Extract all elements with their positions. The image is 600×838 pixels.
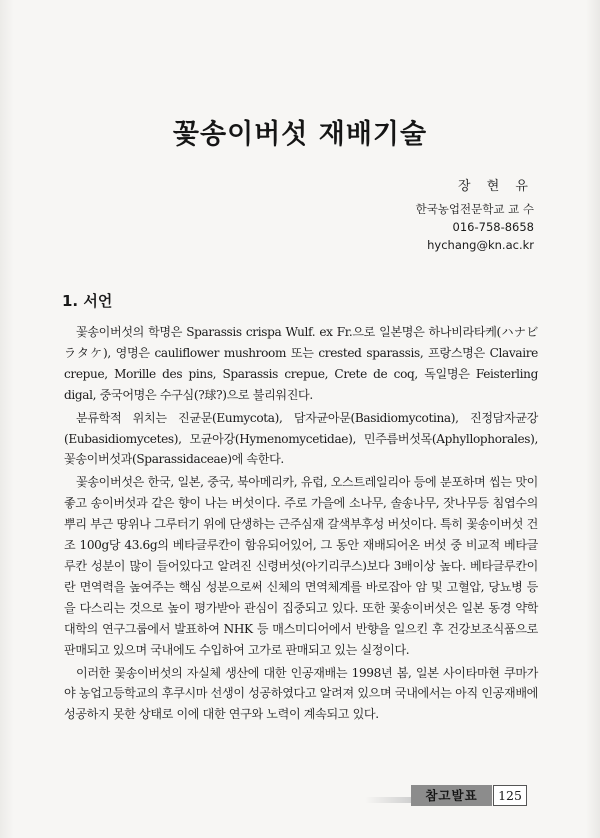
- paragraph: 꽃송이버섯은 한국, 일본, 중국, 북아메리카, 유럽, 오스트레일리아 등에 분포하며 씹는 맛이 좋고 송이버섯과 같은 향이 나는 버섯이다. 주로 가을에 소나무, 솔송나무, 잣나무등 침엽수의 뿌리 부근 땅위나 그루터기 위에 단생하는 근주심재 갈색부후성 버섯이다. 특히 꽃송이버섯 건조 100g당 43.6g의 베타글루칸이 함유되어있어, 그 동안 재배되어온 버섯 중 비교적 베타글루칸 성분이 많이 들어있다고 알려진 신령버섯(아기리쿠스)보다 3배이상 높다. 베타글루칸이란 면역력을 높여주는 핵심 성분으로써 신체의 면역체계를 바로잡아 암 및 고혈압, 당뇨병 등을 다스리는 것으로 높이 평가받아 관심이 집중되고 있다. 또한 꽃송이버섯은 일본 동경 약학대학의 연구그룹에서 발표하여 NHK 등 매스미디어에서 반향을 일으킨 후 건강보조식품으로 판매되고 있으며 국내에도 수입하여 고가로 판매되고 있는 실정이다.: [64, 475, 538, 657]
- section-heading: 1. 서언: [62, 292, 113, 310]
- paragraph: 이러한 꽃송이버섯의 자실체 생산에 대한 인공재배는 1998년 봄, 일본 사이타마현 쿠마가야 농업고등학교의 후쿠시마 선생이 성공하였다고 알려져 있으며 국내에서는 아직 인공재배에 성공하지 못한 상태로 이에 대한 연구와 노력이 계속되고 있다.: [64, 665, 538, 722]
- article-title: 꽃송이버섯 재배기술: [172, 119, 428, 150]
- author-email: hychang@kn.ac.kr: [427, 238, 534, 252]
- paragraph: 꽃송이버섯의 학명은 Sparassis crispa Wulf. ex Fr.으로 일본명은 하나비라타케(ハナビラタケ), 영명은 cauliflower mushroom 또는 crested sparassis, 프랑스명은 Clavaire crepue, Morille des pins, Sparassis crepue, Crete de coq, 독일명은 Feisterling digal, 중국어명은 수구심(?球?)으로 불리워진다.: [64, 325, 538, 402]
- page-number: 125: [493, 785, 527, 806]
- footer-decoration: [365, 797, 411, 803]
- author-affiliation: 한국농업전문학교 교 수: [415, 202, 534, 216]
- footer-section-label: 참고발표: [411, 785, 492, 806]
- author-name: 장 현 유: [458, 179, 534, 194]
- author-phone: 016-758-8658: [452, 220, 534, 234]
- section-body: [64, 322, 538, 727]
- paragraph: 분류학적 위치는 진균문(Eumycota), 담자균아문(Basidiomycotina), 진정담자균강(Eubasidiomycetes), 모균아강(Hymenomycetidae), 민주름버섯목(Aphyllophorales), 꽃송이버섯과(Sparassidaceae)에 속한다.: [64, 410, 538, 467]
- author-block: [416, 178, 534, 254]
